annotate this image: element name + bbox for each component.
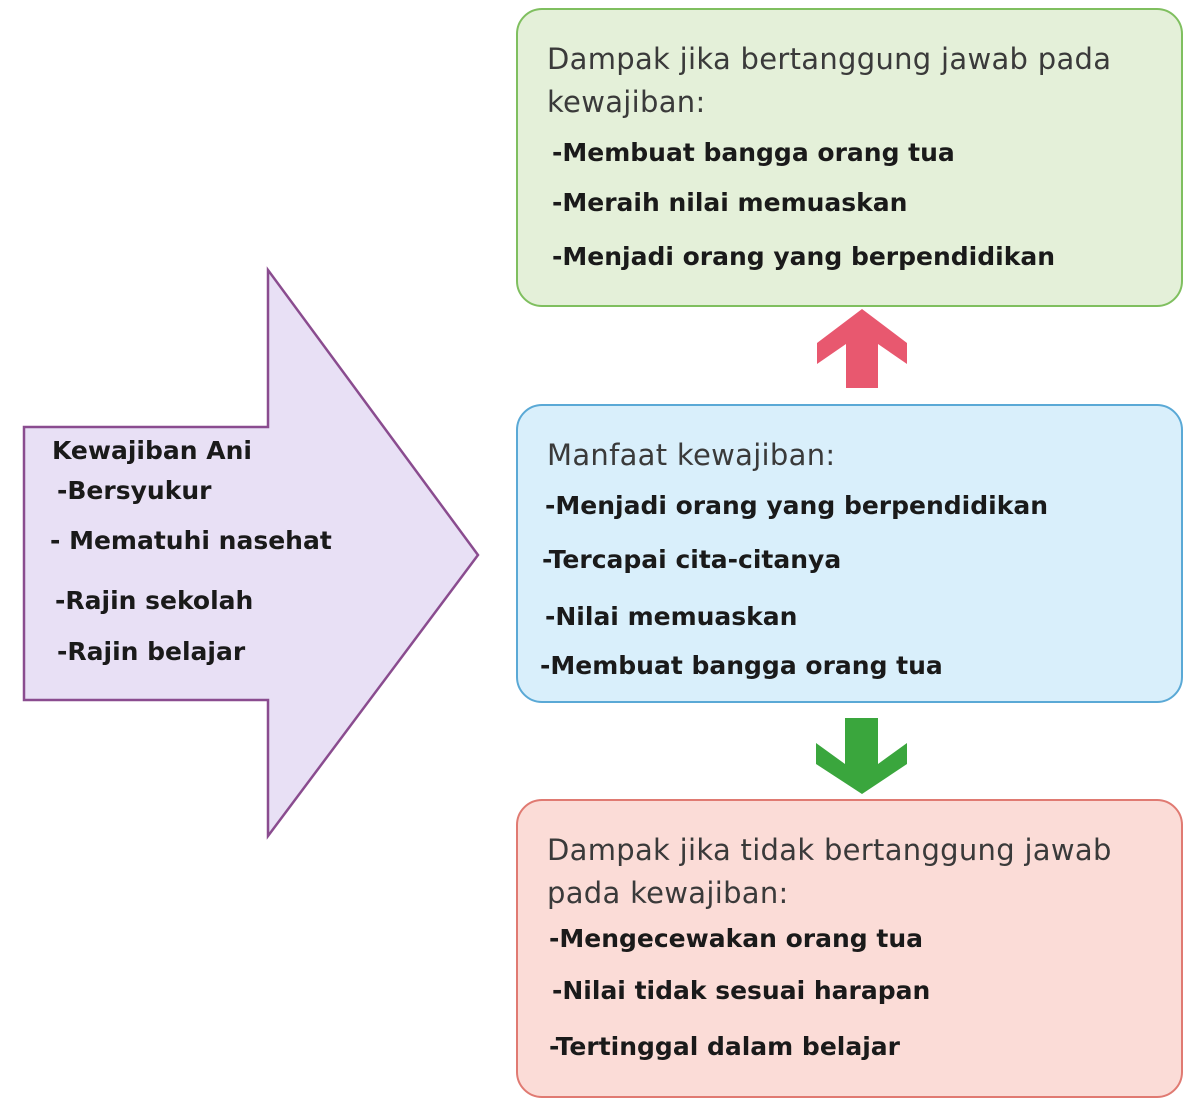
obligations-heading: Kewajiban Ani: [52, 436, 252, 465]
positive-impact-title: [547, 38, 1111, 124]
negative-impact-item: -Nilai tidak sesuai harapan: [552, 976, 931, 1005]
benefit-item: -Membuat bangga orang tua: [540, 651, 943, 680]
obligation-item: -Rajin belajar: [57, 637, 246, 666]
benefits-box: [516, 404, 1183, 703]
obligation-item: -Bersyukur: [57, 476, 212, 505]
obligation-item: -Rajin sekolah: [55, 586, 254, 615]
arrow-down-icon: [816, 718, 907, 794]
positive-impact-item: -Meraih nilai memuaskan: [552, 188, 908, 217]
benefit-item: -Menjadi orang yang berpendidikan: [545, 491, 1049, 520]
benefit-item: -Nilai memuaskan: [545, 602, 798, 631]
negative-impact-item: -Mengecewakan orang tua: [549, 924, 923, 953]
benefits-title: Manfaat kewajiban:: [547, 438, 836, 472]
positive-impact-title-line1: Dampak jika bertanggung jawab pada: [547, 42, 1112, 76]
positive-impact-item: -Menjadi orang yang berpendidikan: [552, 242, 1056, 271]
negative-impact-box: [516, 799, 1183, 1098]
arrow-up-icon: [817, 309, 907, 388]
negative-impact-item: -Tertinggal dalam belajar: [549, 1032, 900, 1061]
positive-impact-title-line2: kewajiban:: [547, 85, 706, 119]
obligation-item: - Mematuhi nasehat: [50, 526, 332, 555]
benefit-item: -Tercapai cita-citanya: [542, 545, 842, 574]
positive-impact-box: [516, 8, 1183, 307]
negative-impact-title: [547, 829, 1112, 915]
negative-impact-title-line1: Dampak jika tidak bertanggung jawab: [547, 833, 1112, 867]
positive-impact-item: -Membuat bangga orang tua: [552, 138, 955, 167]
negative-impact-title-line2: pada kewajiban:: [547, 876, 789, 910]
